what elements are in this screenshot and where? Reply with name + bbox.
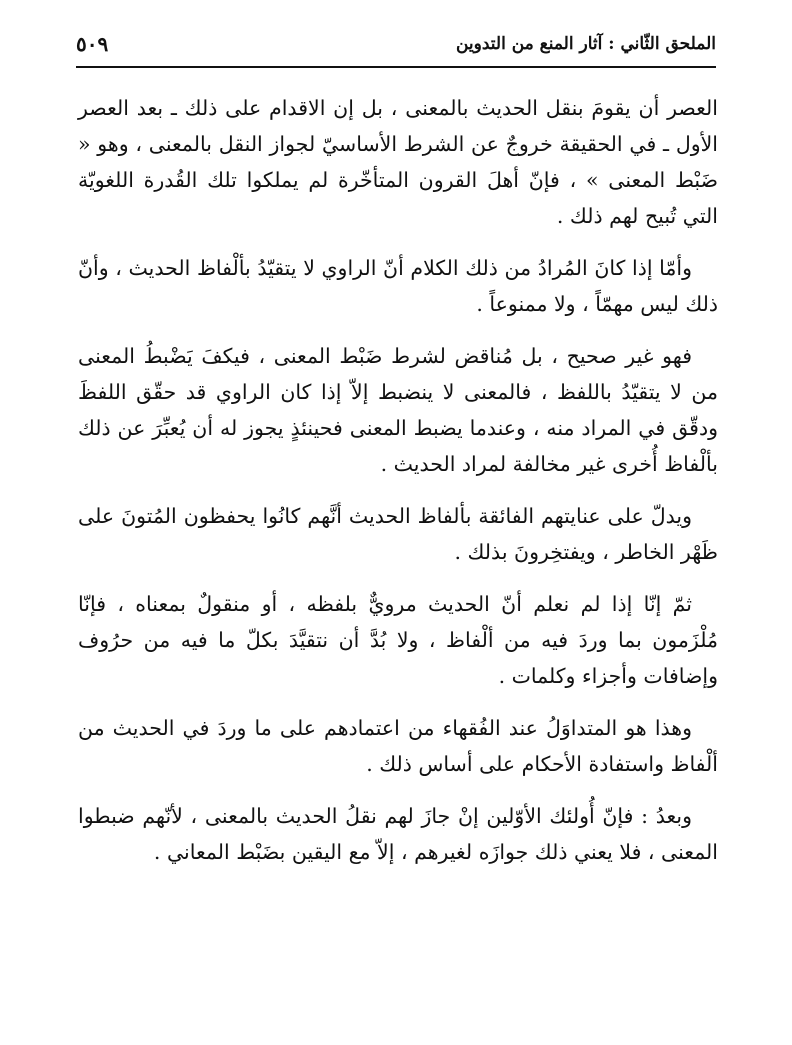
paragraph-5: ثمّ إنّا إذا لم نعلم أنّ الحديث مرويٌّ بلفظه ، أو منقولٌ بمعناه ، فإنّا مُلْزَمون بما وردَ فيه من ألْفاظ ، ولا بُدَّ أن نتقيَّدَ بكلّ ما فيه من حرُوف وإضافات وأجزاء وكلمات . [78, 592, 718, 688]
paragraph-2: وأمّا إذا كانَ المُرادُ من ذلك الكلام أنّ الراوي لا يتقيّدُ بألْفاظ الحديث ، وأنّ ذلك ليس مهمّاً ، ولا ممنوعاً . [78, 256, 718, 316]
paragraph-4: ويدلّ على عنايتهم الفائقة بألفاظ الحديث أنَّهم كانُوا يحفظون المُتونَ على ظَهْر الخاطر ، ويفتخِرونَ بذلك . [78, 504, 718, 564]
page-header [76, 30, 716, 68]
paragraph-7: وبعدُ : فإنّ أُولئك الأوّلين إنْ جازَ لهم نقلُ الحديث بالمعنى ، لأنّهم ضبطوا المعنى ، فلا يعني ذلك جوازَه لغيرهم ، إلاّ مع اليقين بضَبْط المعاني . [78, 804, 718, 864]
paragraph-1: العصر أن يقومَ بنقل الحديث بالمعنى ، بل إن الاقدام على ذلك ـ بعد العصر الأول ـ في الحقيقة خروجٌ عن الشرط الأساسيّ لجواز النقل بالمعنى ، وهو « ضَبْط المعنى » ، فإنّ أهلَ القرون المتأخّرة لم يملكوا تلك القُدرة اللغويّة التي تُبيح لهم ذلك . [78, 96, 718, 228]
page-number: ٥٠٩ [76, 32, 109, 56]
running-title: الملحق الثّاني : آثار المنع من التدوين [455, 34, 716, 54]
paragraph-6: وهذا هو المتداوَلُ عند الفُقهاء من اعتمادهم على ما وردَ في الحديث من ألْفاظ واستفادة الأحكام على أساس ذلك . [78, 716, 718, 776]
paragraph-3: فهو غير صحيح ، بل مُناقض لشرط ضَبْط المعنى ، فيكفَ يَضْبطُ المعنى من لا يتقيّدُ باللفظ ، فالمعنى لا ينضبط إلاّ إذا كان الراوي قد حقّق اللفظَ ودقّق في المراد منه ، وعندما يضبط المعنى فحينئذٍ يجوز له أن يُعبِّرَ عن ذلك بألْفاظ أُخرى غير مخالفة لمراد الحديث . [78, 344, 718, 476]
body-text [78, 90, 718, 886]
